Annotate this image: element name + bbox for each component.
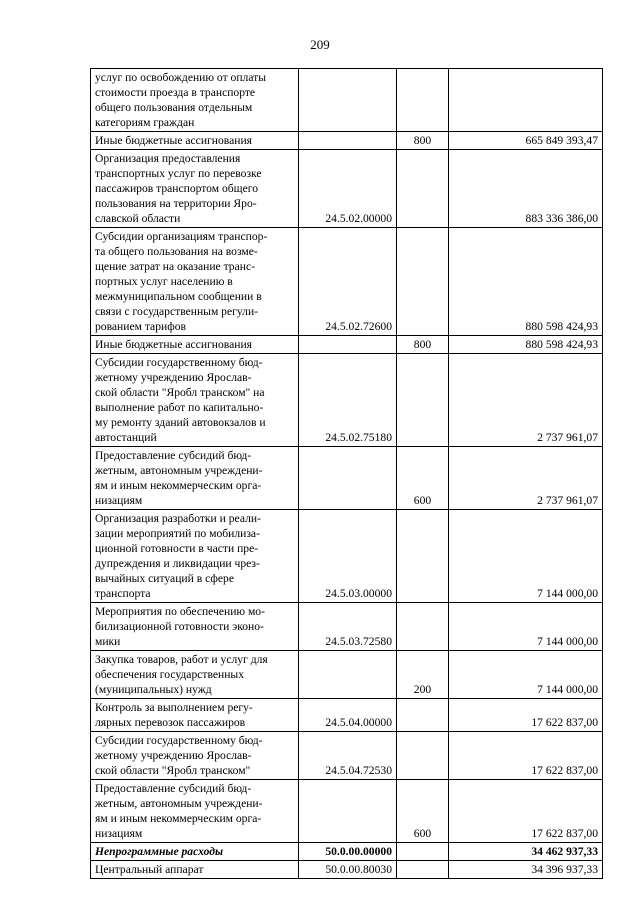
expense-type-cell	[397, 228, 449, 336]
amount-cell: 17 622 837,00	[449, 699, 603, 732]
amount-cell: 34 396 937,33	[449, 861, 603, 879]
table-row	[91, 228, 603, 336]
amount-cell: 7 144 000,00	[449, 510, 603, 603]
table-row	[91, 699, 603, 732]
expense-type-cell	[397, 150, 449, 228]
row-name-cell: Предоставление субсидий бюд- жетным, автономным учреждени- ям и иным некоммерческим орга- низациям	[91, 780, 299, 843]
table-row	[91, 651, 603, 699]
page-number: 209	[310, 37, 330, 52]
table-row	[91, 69, 603, 132]
target-article-cell: 24.5.02.00000	[299, 150, 397, 228]
target-article-cell: 24.5.03.00000	[299, 510, 397, 603]
row-name-cell: Контроль за выполнением регу- лярных перевозок пассажиров	[91, 699, 299, 732]
amount-cell: 2 737 961,07	[449, 447, 603, 510]
row-name-cell: Предоставление субсидий бюд- жетным, автономным учреждени- ям и иным некоммерческим орга- низациям	[91, 447, 299, 510]
table-row	[91, 150, 603, 228]
amount-cell: 34 462 937,33	[449, 843, 603, 861]
row-name-cell: Субсидии организациям транспор- та общего пользования на возме- щение затрат на оказание транс- портных услуг населению в межмуниципальном сообщении в связи с государственным регули- рованием тарифов	[91, 228, 299, 336]
target-article-cell: 50.0.00.80030	[299, 861, 397, 879]
amount-cell: 17 622 837,00	[449, 780, 603, 843]
target-article-cell	[299, 132, 397, 150]
row-name-cell: Иные бюджетные ассигнования	[91, 132, 299, 150]
table-row	[91, 510, 603, 603]
amount-cell: 880 598 424,93	[449, 336, 603, 354]
expense-type-cell: 600	[397, 447, 449, 510]
target-article-cell	[299, 447, 397, 510]
amount-cell: 880 598 424,93	[449, 228, 603, 336]
expense-type-cell	[397, 732, 449, 780]
expense-type-cell: 200	[397, 651, 449, 699]
expense-type-cell	[397, 69, 449, 132]
table-row	[91, 780, 603, 843]
expense-type-cell	[397, 510, 449, 603]
budget-table	[90, 68, 603, 879]
table-row	[91, 861, 603, 879]
amount-cell: 665 849 393,47	[449, 132, 603, 150]
table-row	[91, 447, 603, 510]
target-article-cell: 24.5.04.72530	[299, 732, 397, 780]
amount-cell: 17 622 837,00	[449, 732, 603, 780]
expense-type-cell	[397, 861, 449, 879]
amount-cell: 7 144 000,00	[449, 651, 603, 699]
target-article-cell: 24.5.02.72600	[299, 228, 397, 336]
row-name-cell: Субсидии государственному бюд- жетному учреждению Ярослав- ской области "Яробл транском" на выполнение работ по капитально- му ремонту зданий автовокзалов и автостанций	[91, 354, 299, 447]
amount-cell	[449, 69, 603, 132]
target-article-cell	[299, 336, 397, 354]
target-article-cell: 24.5.02.75180	[299, 354, 397, 447]
row-name-cell: Иные бюджетные ассигнования	[91, 336, 299, 354]
expense-type-cell	[397, 843, 449, 861]
target-article-cell	[299, 780, 397, 843]
table-row	[91, 336, 603, 354]
expense-type-cell	[397, 603, 449, 651]
table-row	[91, 132, 603, 150]
expense-type-cell	[397, 354, 449, 447]
row-name-cell: Организация разработки и реали- зации мероприятий по мобилиза- ционной готовности в части пре- дупреждения и ликвидации чрез- вычайных ситуаций в сфере транспорта	[91, 510, 299, 603]
expense-type-cell: 800	[397, 132, 449, 150]
expense-type-cell: 800	[397, 336, 449, 354]
row-name-cell: Организация предоставления транспортных услуг по перевозке пассажиров транспортом общего пользования на территории Яро- славской области	[91, 150, 299, 228]
target-article-cell: 50.0.00.00000	[299, 843, 397, 861]
amount-cell: 7 144 000,00	[449, 603, 603, 651]
table-row	[91, 354, 603, 447]
target-article-cell: 24.5.03.72580	[299, 603, 397, 651]
row-name-cell: Субсидии государственному бюд- жетному учреждению Ярослав- ской области "Яробл транском"	[91, 732, 299, 780]
table-row	[91, 732, 603, 780]
amount-cell: 2 737 961,07	[449, 354, 603, 447]
target-article-cell	[299, 651, 397, 699]
row-name-cell: Непрограммные расходы	[91, 843, 299, 861]
target-article-cell	[299, 69, 397, 132]
expense-type-cell	[397, 699, 449, 732]
row-name-cell: услуг по освобождению от оплаты стоимости проезда в транспорте общего пользования отдельным категориям граждан	[91, 69, 299, 132]
expense-type-cell: 600	[397, 780, 449, 843]
row-name-cell: Мероприятия по обеспечению мо- билизационной готовности эконо- мики	[91, 603, 299, 651]
table-row	[91, 843, 603, 861]
budget-table-body	[91, 69, 603, 879]
table-row	[91, 603, 603, 651]
target-article-cell: 24.5.04.00000	[299, 699, 397, 732]
row-name-cell: Центральный аппарат	[91, 861, 299, 879]
amount-cell: 883 336 386,00	[449, 150, 603, 228]
row-name-cell: Закупка товаров, работ и услуг для обеспечения государственных (муниципальных) нужд	[91, 651, 299, 699]
